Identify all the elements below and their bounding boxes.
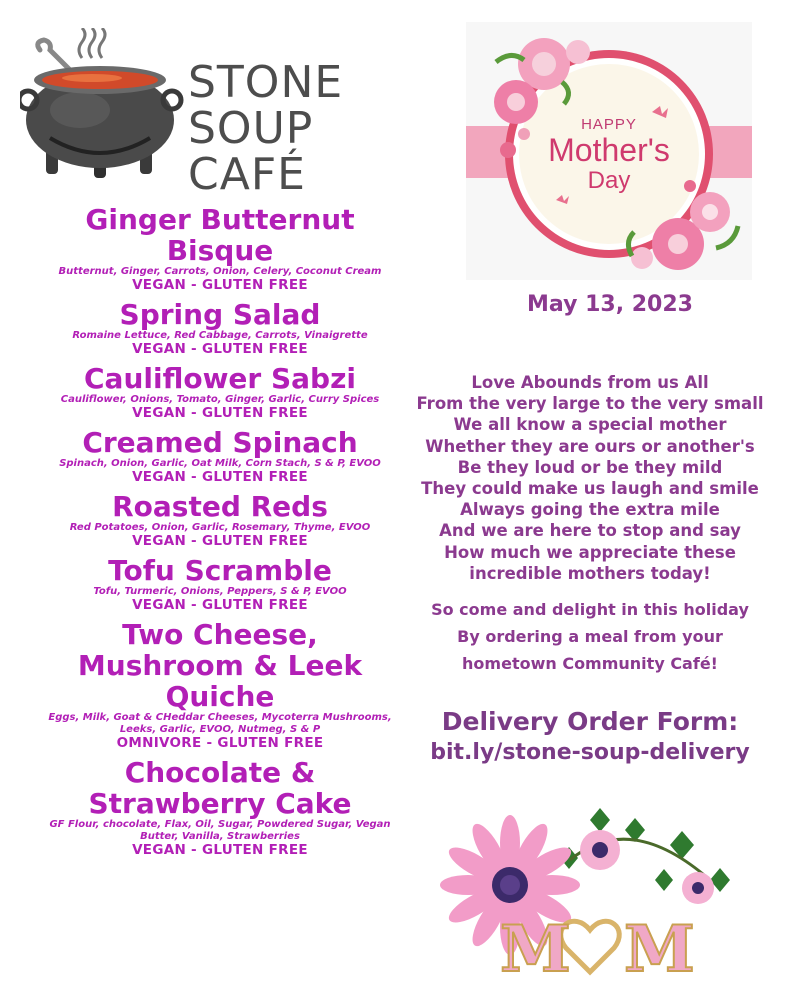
- mom-letter-m-left: M: [500, 912, 571, 987]
- poem-line: And we are here to stop and say: [439, 521, 741, 541]
- poem-line: Always going the extra mile: [460, 500, 720, 520]
- poem-line: They could make us laugh and smile: [421, 479, 759, 499]
- card-text: [466, 116, 752, 195]
- menu-item-name: Chocolate & Strawberry Cake: [88, 756, 352, 820]
- menu-item-ingredients: Eggs, Milk, Goat & CHeddar Cheeses, Mycoterra Mushrooms, Leeks, Garlic, EVOO, Nutmeg, S & P: [48, 712, 392, 735]
- menu-item: [30, 299, 410, 357]
- card-mothers: Mother's: [548, 132, 670, 168]
- poem-line: incredible mothers today!: [469, 563, 711, 583]
- poem-line: From the very large to the very small: [416, 394, 764, 414]
- poem-line: Be they loud or be they mild: [457, 457, 723, 477]
- logo-wordmark: [188, 57, 344, 200]
- menu-item: [30, 363, 410, 421]
- soup-cauldron-icon: [20, 28, 185, 188]
- menu-item-ingredients: Romaine Lettuce, Red Cabbage, Carrots, Vinaigrette: [72, 330, 368, 341]
- mothers-day-card: [466, 22, 752, 280]
- poem-line: Whether they are ours or another's: [425, 436, 755, 456]
- logo-line-soup: SOUP: [188, 103, 314, 154]
- menu-list: [30, 204, 410, 864]
- mom-flower-art: [440, 800, 740, 985]
- menu-item: [30, 555, 410, 613]
- menu-item-diet: VEGAN - GLUTEN FREE: [132, 277, 308, 293]
- menu-item-diet: VEGAN - GLUTEN FREE: [132, 405, 308, 421]
- delivery-link[interactable]: bit.ly/stone-soup-delivery: [430, 740, 750, 765]
- menu-item-name: Roasted Reds: [112, 490, 328, 523]
- invite-line: hometown Community Café!: [462, 654, 718, 673]
- event-date: May 13, 2023: [527, 292, 693, 317]
- menu-item-name: Spring Salad: [119, 298, 321, 331]
- menu-item-name: Creamed Spinach: [82, 426, 358, 459]
- logo-line-stone: STONE: [188, 57, 344, 108]
- poem-line: How much we appreciate these: [444, 542, 736, 562]
- stone-soup-logo: [20, 20, 350, 200]
- menu-item: [30, 619, 410, 751]
- mom-letter-m-right: M: [624, 912, 695, 987]
- menu-item-diet: VEGAN - GLUTEN FREE: [132, 469, 308, 485]
- menu-item: [30, 757, 410, 858]
- menu-item-name: Cauliflower Sabzi: [84, 362, 356, 395]
- menu-item-diet: VEGAN - GLUTEN FREE: [132, 842, 308, 858]
- menu-item-ingredients: GF Flour, chocolate, Flax, Oil, Sugar, Powdered Sugar, Vegan Butter, Vanilla, Strawberries: [49, 819, 391, 842]
- menu-item: [30, 491, 410, 549]
- poem-line: Love Abounds from us All: [471, 373, 709, 392]
- card-happy: HAPPY: [581, 116, 637, 133]
- menu-item-ingredients: Tofu, Turmeric, Onions, Peppers, S & P, EVOO: [93, 586, 347, 597]
- menu-item: [30, 204, 410, 293]
- menu-item-ingredients: Butternut, Ginger, Carrots, Onion, Celery, Coconut Cream: [58, 266, 382, 277]
- menu-item-diet: VEGAN - GLUTEN FREE: [132, 533, 308, 549]
- invite-line: So come and delight in this holiday: [431, 600, 749, 619]
- menu-item: [30, 427, 410, 485]
- poem: [400, 372, 780, 584]
- card-day: Day: [587, 167, 631, 194]
- menu-item-ingredients: Red Potatoes, Onion, Garlic, Rosemary, Thyme, EVOO: [69, 522, 371, 533]
- menu-item-diet: OMNIVORE - GLUTEN FREE: [116, 735, 324, 751]
- menu-item-name: Ginger Butternut Bisque: [85, 203, 355, 267]
- menu-item-diet: VEGAN - GLUTEN FREE: [132, 597, 308, 613]
- invite-line: By ordering a meal from your: [457, 627, 723, 646]
- delivery-heading: Delivery Order Form:: [441, 707, 739, 736]
- poem-line: We all know a special mother: [453, 415, 727, 435]
- menu-item-diet: VEGAN - GLUTEN FREE: [132, 341, 308, 357]
- invitation: [400, 596, 780, 677]
- menu-item-name: Tofu Scramble: [108, 554, 332, 587]
- menu-item-name: Two Cheese, Mushroom & Leek Quiche: [77, 618, 363, 713]
- delivery-section: [400, 706, 780, 768]
- menu-item-ingredients: Spinach, Onion, Garlic, Oat Milk, Corn Stach, S & P, EVOO: [59, 458, 381, 469]
- daisy-flower-icon: [440, 800, 740, 985]
- menu-item-ingredients: Cauliflower, Onions, Tomato, Ginger, Garlic, Curry Spices: [60, 394, 380, 405]
- logo-line-cafe: CAFÉ: [188, 149, 306, 200]
